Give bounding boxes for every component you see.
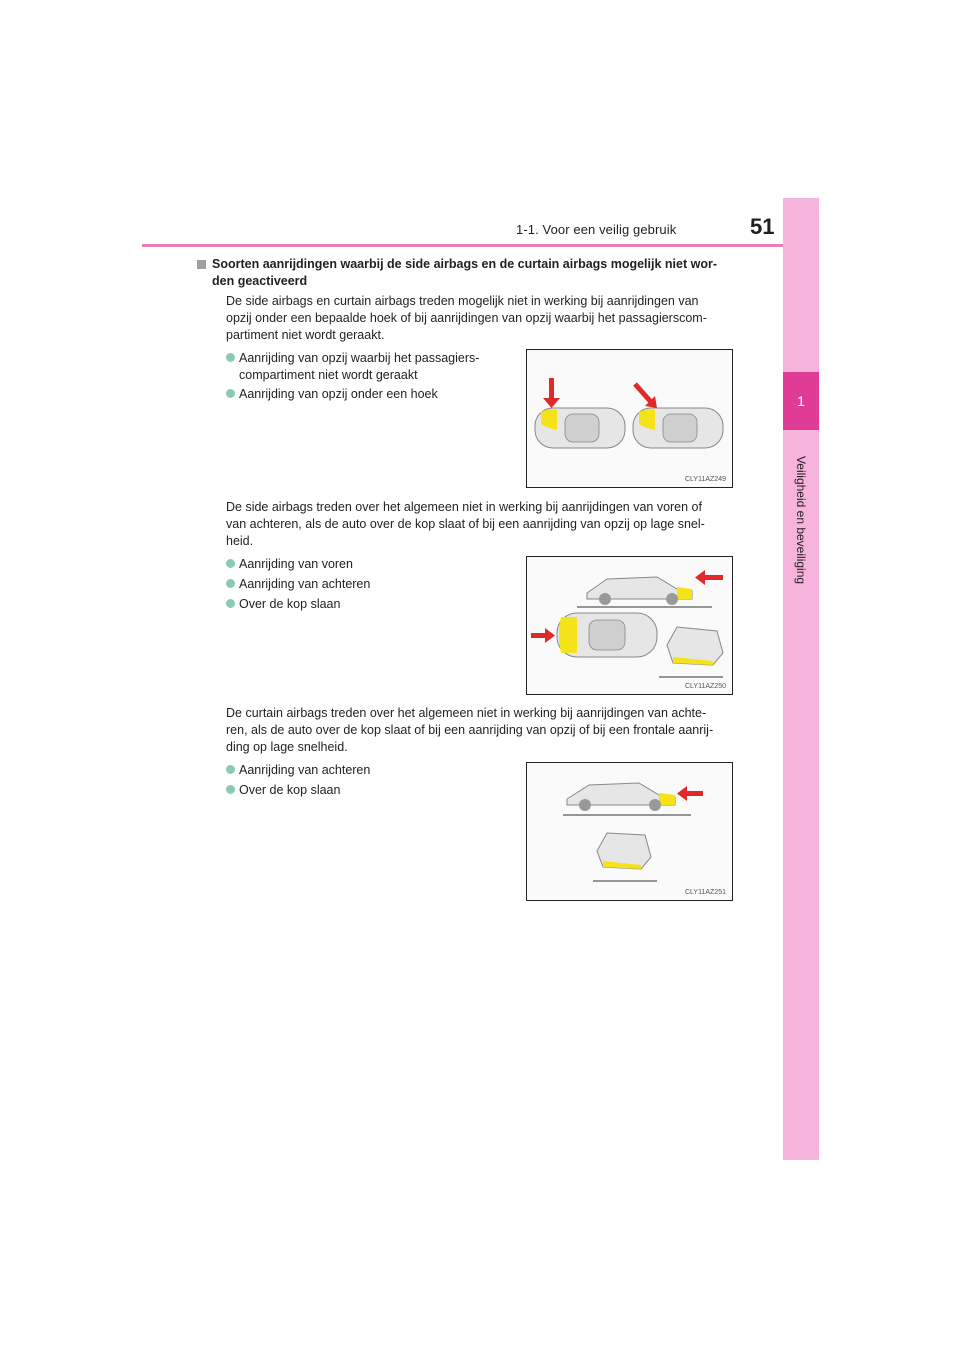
- figure-rear-rollover-drawing: [527, 763, 732, 900]
- section-heading-line: Soorten aanrijdingen waarbij de side airbags en de curtain airbags mogelijk niet wor-: [212, 257, 717, 271]
- figure-front-rear-rollover: [526, 556, 733, 695]
- paragraph-line: partiment niet wordt geraakt.: [226, 328, 385, 342]
- bullet-dot-icon: [226, 765, 235, 774]
- section-square-icon: [197, 260, 206, 269]
- bullet-item: Over de kop slaan: [226, 782, 340, 799]
- arrow-diagonal-icon: [635, 384, 657, 408]
- figure-rear-rollover: [526, 762, 733, 901]
- arrow-left-icon: [677, 786, 703, 801]
- paragraph-curtain-airbags: [226, 705, 746, 756]
- section-heading: [212, 256, 752, 290]
- chapter-side-tab: [783, 198, 819, 1160]
- car-top-view-icon: [535, 408, 625, 448]
- paragraph-line: De side airbags en curtain airbags treden mogelijk niet in werking bij aanrijdingen van: [226, 294, 699, 308]
- page-number: 51: [750, 214, 775, 239]
- arrow-down-icon: [543, 378, 560, 408]
- paragraph-line: De curtain airbags treden over het algemeen niet in werking bij aanrijdingen van achte-: [226, 706, 707, 720]
- paragraph-line: heid.: [226, 534, 254, 548]
- bullet-dot-icon: [226, 785, 235, 794]
- arrow-left-icon: [695, 570, 723, 585]
- bullet-item: Aanrijding van opzij onder een hoek: [226, 386, 438, 403]
- figure-side-impact-drawing: [527, 350, 732, 487]
- paragraph-side-airbags: [226, 499, 746, 550]
- paragraph-line: De side airbags treden over het algemeen niet in werking bij aanrijdingen van voren of: [226, 500, 702, 514]
- bullet-item: Aanrijding van voren: [226, 556, 353, 573]
- paragraph-line: van achteren, als de auto over de kop slaat of bij een aanrijding van opzij op lage snel-: [226, 517, 705, 531]
- bullet-dot-icon: [226, 599, 235, 608]
- paragraph-line: ding op lage snelheid.: [226, 740, 348, 754]
- paragraph-line: opzij onder een bepaalde hoek of bij aanrijdingen van opzij waarbij het passagierscom-: [226, 311, 707, 325]
- intro-paragraph: [226, 293, 746, 344]
- paragraph-line: ren, als de auto over de kop slaat of bij een aanrijding van opzij of bij een frontale aanrij-: [226, 723, 714, 737]
- section-heading-line: den geactiveerd: [212, 274, 308, 288]
- bullet-dot-icon: [226, 353, 235, 362]
- bullet-item: Aanrijding van opzij waarbij het passagiers-: [226, 350, 479, 367]
- bullet-item: Aanrijding van achteren: [226, 762, 370, 779]
- bullet-item: Aanrijding van achteren: [226, 576, 370, 593]
- figure-side-impact: [526, 349, 733, 488]
- chapter-number-badge: 1: [783, 372, 819, 430]
- car-top-view-icon: [633, 408, 723, 448]
- chapter-header-title: 1-1. Voor een veilig gebruik: [516, 222, 677, 237]
- header-divider: [142, 244, 818, 247]
- bullet-dot-icon: [226, 559, 235, 568]
- figure-code: CLY11AZ251: [685, 889, 726, 896]
- arrow-right-icon: [531, 628, 555, 643]
- car-side-view-icon: [577, 577, 712, 607]
- bullet-item: Over de kop slaan: [226, 596, 340, 613]
- bullet-item-continuation: compartiment niet wordt geraakt: [239, 368, 418, 382]
- bullet-dot-icon: [226, 389, 235, 398]
- car-rollover-icon: [659, 627, 723, 677]
- bullet-dot-icon: [226, 579, 235, 588]
- figure-code: CLY11AZ250: [685, 683, 726, 690]
- car-rollover-icon: [593, 833, 657, 881]
- figure-front-rear-rollover-drawing: [527, 557, 732, 694]
- car-side-view-icon: [563, 783, 691, 815]
- car-top-view-icon: [557, 613, 657, 657]
- chapter-label: Veiligheid en beveiliging: [794, 455, 808, 585]
- figure-code: CLY11AZ249: [685, 476, 726, 483]
